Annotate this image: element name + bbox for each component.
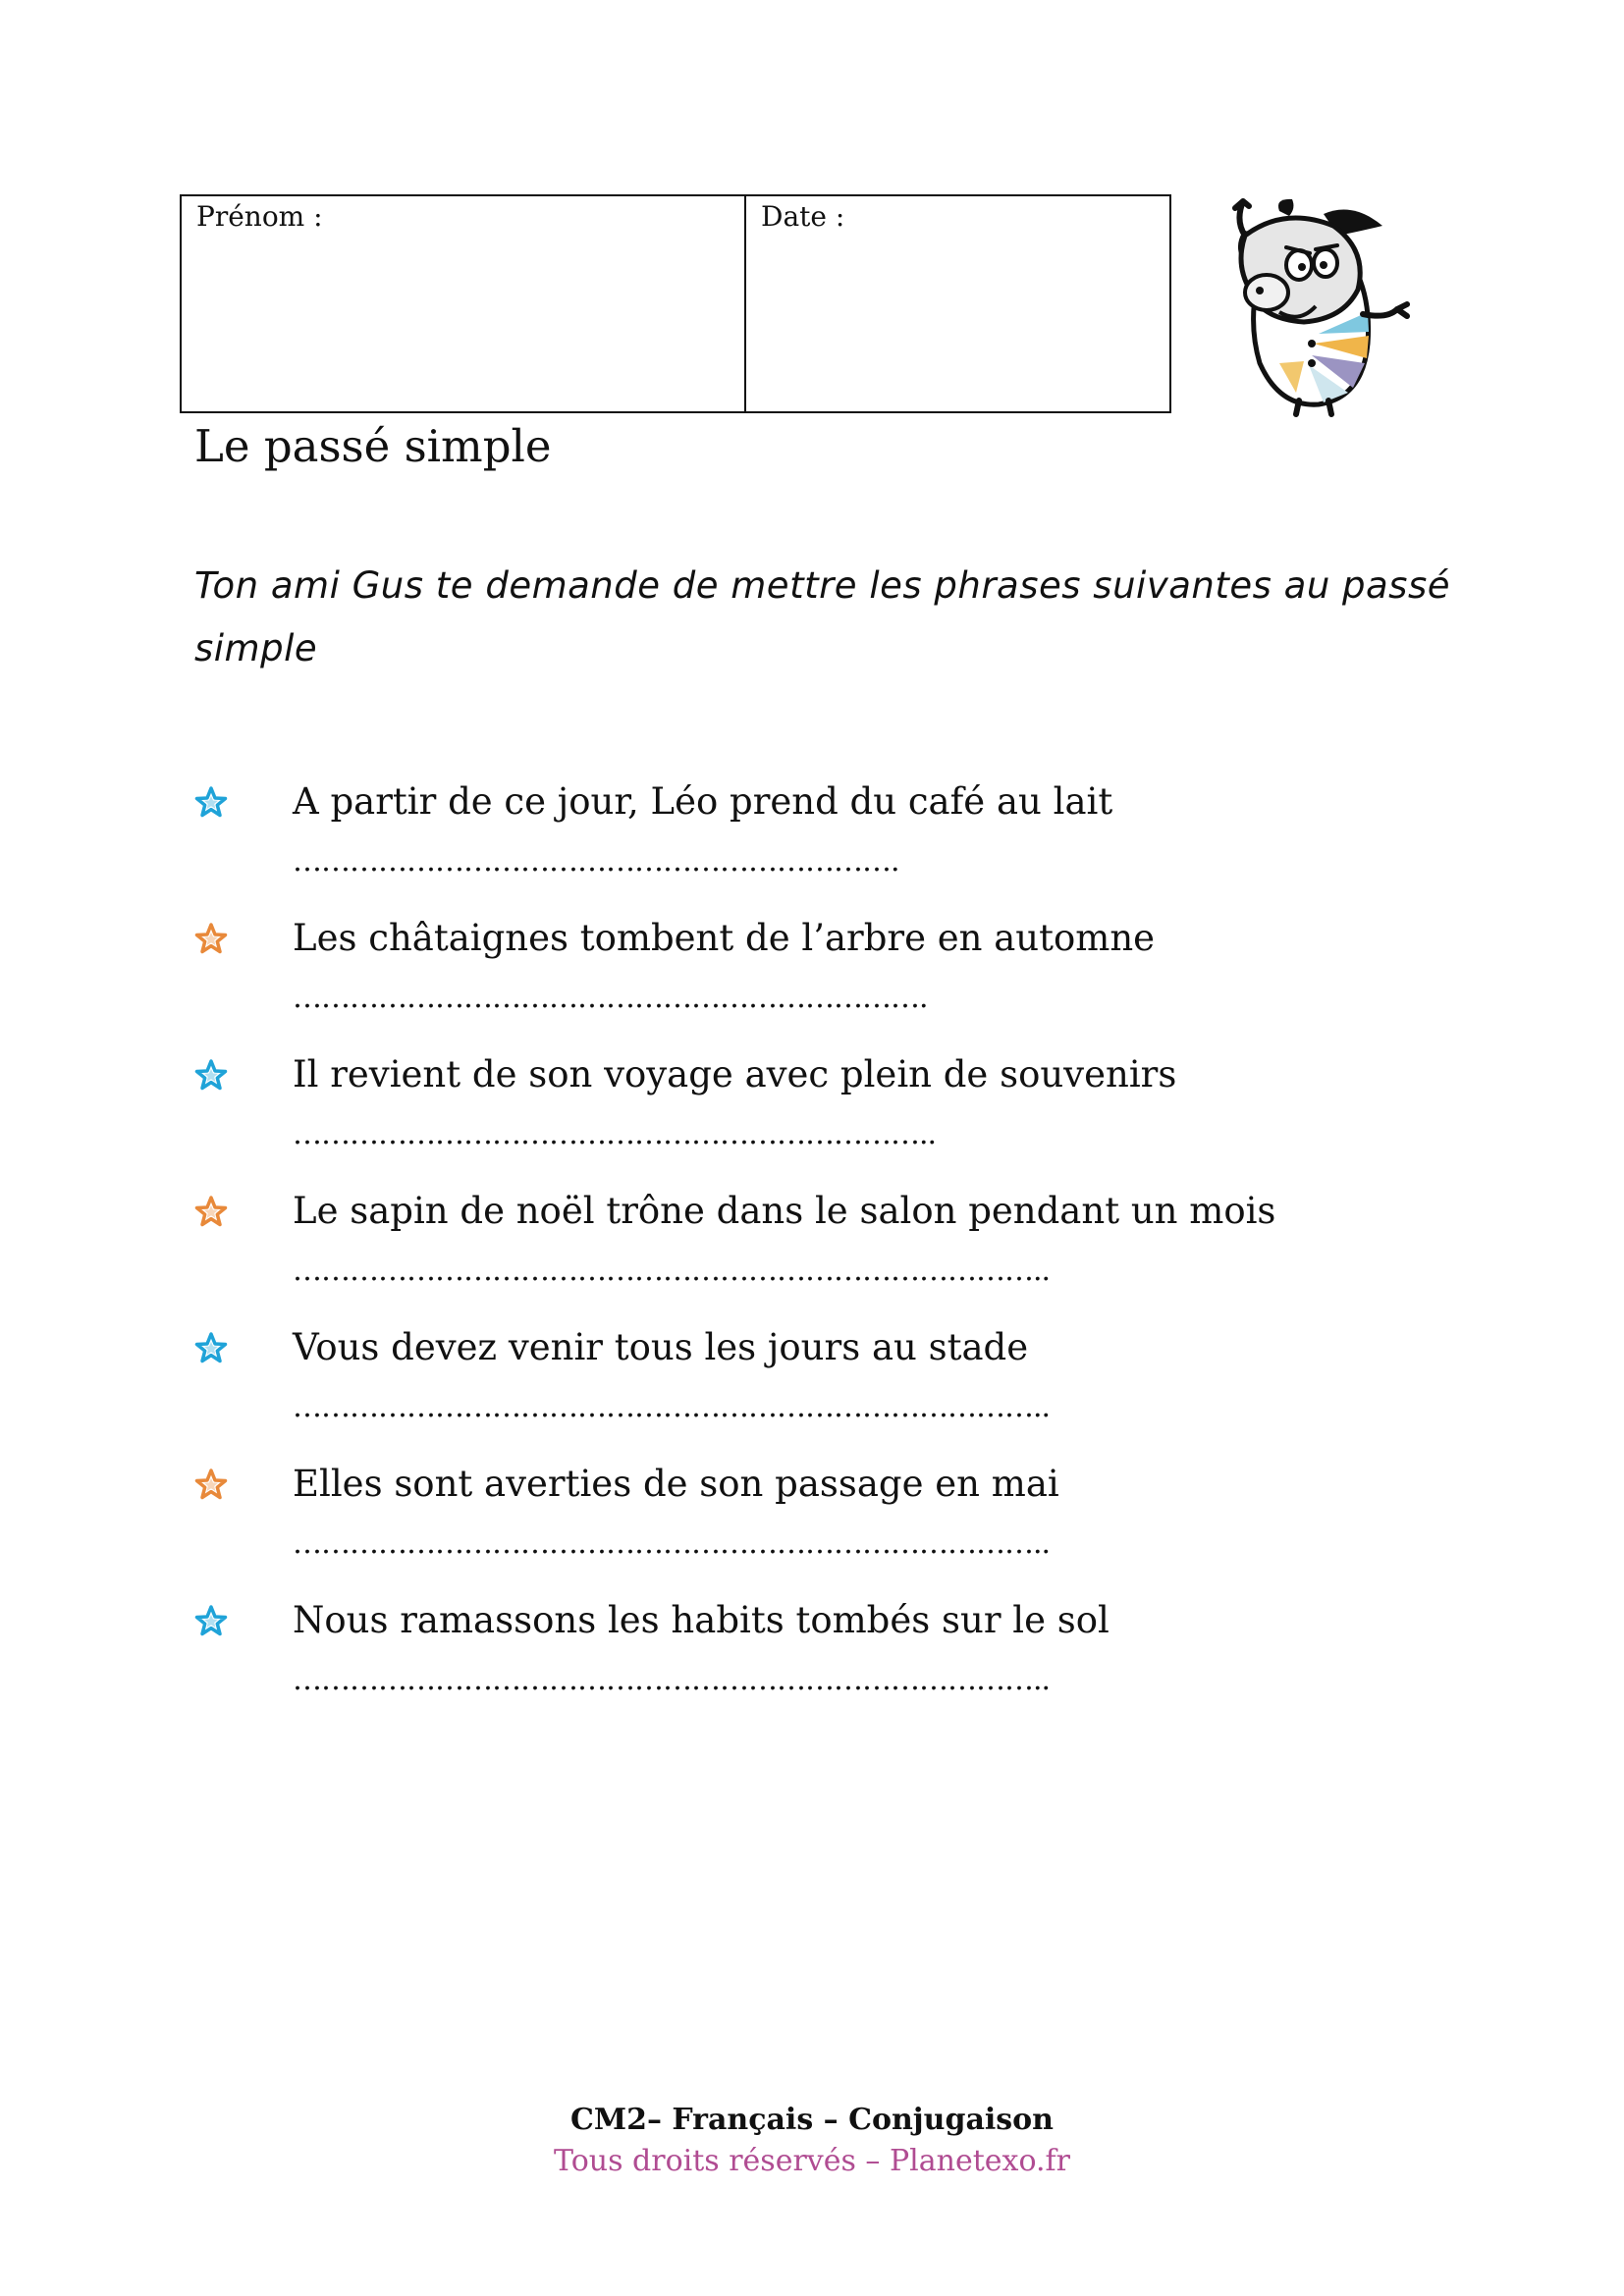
- star-icon: [194, 1331, 228, 1364]
- answer-line[interactable]: ………………………………………………………….: [293, 981, 928, 1015]
- exercise-item: [194, 912, 1471, 1048]
- name-cell[interactable]: [182, 196, 746, 411]
- footer-copyright: Tous droits réservés – Planetexo.fr: [554, 2144, 1070, 2178]
- answer-line[interactable]: ……………………………………………………………………..: [293, 1663, 1051, 1697]
- exercise-item: [194, 1458, 1471, 1594]
- exercise-sentence: Nous ramassons les habits tombés sur le sol: [293, 1599, 1110, 1641]
- exercise-sentence: Le sapin de noël trône dans le salon pendant un mois: [293, 1190, 1276, 1232]
- exercise-sentence: A partir de ce jour, Léo prend du café au lait: [293, 780, 1113, 823]
- sheep-mascot-icon: [1206, 196, 1412, 417]
- answer-line[interactable]: ……………………………………………………….: [293, 844, 899, 879]
- star-icon: [194, 1058, 228, 1092]
- exercise-item: [194, 1048, 1471, 1185]
- footer-course: CM2– Français – Conjugaison: [570, 2103, 1054, 2137]
- star-icon: [194, 1195, 228, 1228]
- exercise-sentence: Il revient de son voyage avec plein de souvenirs: [293, 1053, 1177, 1095]
- exercise-item: [194, 775, 1471, 912]
- exercise-sentence: Les châtaignes tombent de l’arbre en automne: [293, 917, 1156, 959]
- answer-line[interactable]: ……………………………………………………………………..: [293, 1526, 1051, 1561]
- instruction-text: Ton ami Gus te demande de mettre les phrases suivantes au passé simple: [194, 564, 1451, 669]
- page-title: Le passé simple: [194, 420, 552, 472]
- answer-line[interactable]: ……………………………………………………………………..: [293, 1254, 1051, 1288]
- star-icon: [194, 922, 228, 955]
- name-label: Prénom :: [196, 200, 323, 233]
- answer-line[interactable]: ……………………………………………………………………..: [293, 1390, 1051, 1424]
- student-info-table: [180, 194, 1171, 413]
- answer-line[interactable]: …………………………………………………………..: [293, 1117, 937, 1151]
- date-label: Date :: [761, 200, 845, 233]
- date-cell[interactable]: [746, 196, 1169, 411]
- exercise-sentence: Elles sont averties de son passage en mai: [293, 1463, 1059, 1505]
- star-icon: [194, 785, 228, 819]
- exercise-item: [194, 1321, 1471, 1458]
- star-icon: [194, 1468, 228, 1501]
- exercise-list: [194, 775, 1471, 1731]
- exercise-sentence: Vous devez venir tous les jours au stade: [293, 1326, 1029, 1368]
- exercise-item: [194, 1185, 1471, 1321]
- footer: [0, 2101, 1624, 2183]
- exercise-item: [194, 1594, 1471, 1731]
- star-icon: [194, 1604, 228, 1637]
